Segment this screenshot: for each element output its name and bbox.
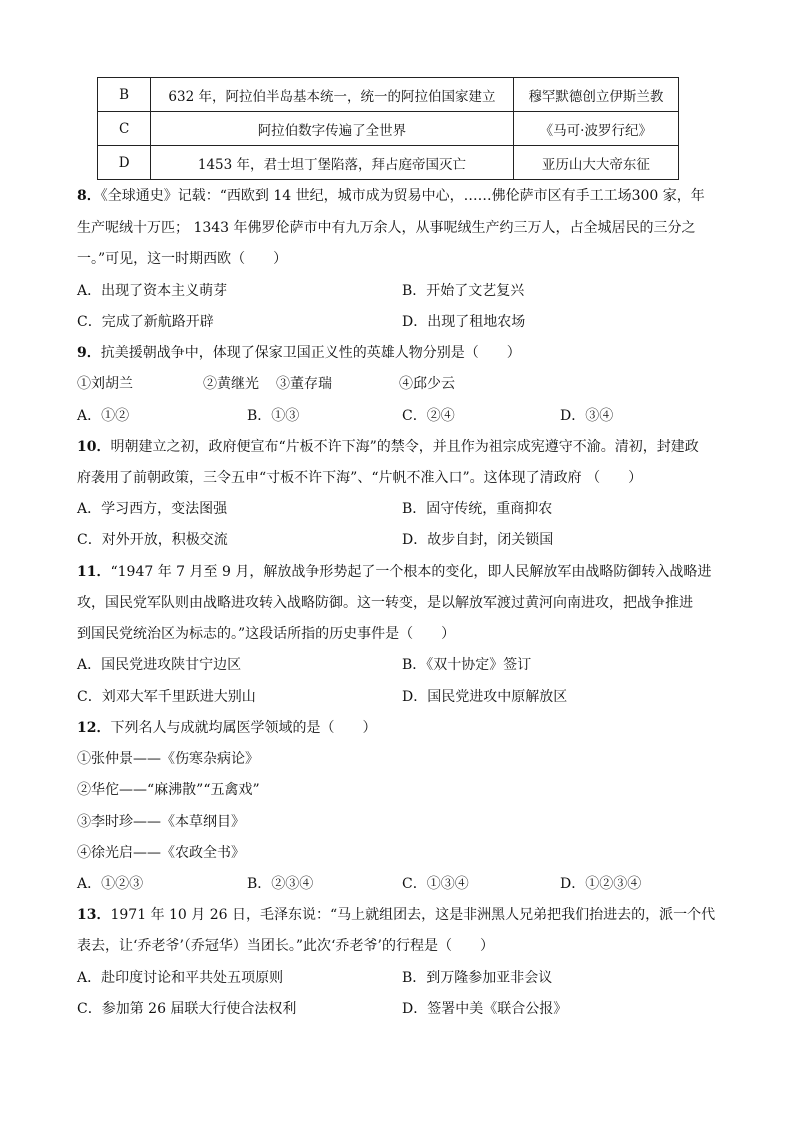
q10-line-1 [77, 437, 717, 457]
q9-option-b[interactable]: B．①③ [247, 408, 300, 424]
q11-option-d[interactable]: D．国民党进攻中原解放区 [402, 689, 568, 705]
q12-line-1 [77, 718, 717, 738]
q9-option-a[interactable]: A．①② [77, 408, 130, 424]
table-row [98, 78, 679, 112]
q10-line-2: 府袭用了前朝政策，三令五申“寸板不许下海”、“片帆不准入口”。这体现了清政府 （ ） [77, 470, 643, 486]
q10-option-a[interactable]: A．学习西方，变法图强 [77, 501, 228, 517]
table-row [98, 112, 679, 146]
q8-line-2: 生产呢绒十万匹； 1343 年佛罗伦萨市中有九万余人，从事呢绒生产约三万人，占全城居民的三分之 [77, 220, 696, 236]
table-cell-letter: C [98, 112, 151, 146]
q9-line-1 [77, 343, 717, 363]
q13-line-2: 表去，让‘乔老爷’（乔冠华）当团长。”此次‘乔老爷’的行程是（ ） [77, 938, 494, 954]
q10-option-d[interactable]: D．故步自封，闭关锁国 [402, 532, 554, 548]
q13-option-c[interactable]: C．参加第 26 届联大行使合法权利 [77, 1001, 297, 1017]
table-cell-letter: B [98, 78, 151, 112]
q9-text: 抗美援朝战争中，体现了保家卫国正义性的英雄人物分别是（ ） [100, 345, 521, 361]
q12-item-4: ④徐光启——《农政全书》 [77, 845, 245, 861]
q9-item-1: ①刘胡兰 [77, 376, 133, 392]
q12-option-b[interactable]: B．②③④ [247, 876, 314, 892]
q10-option-b[interactable]: B．固守传统，重商抑农 [402, 501, 553, 517]
q8-line-3: 一。”可见，这一时期西欧（ ） [77, 251, 288, 267]
q11-line-3: 到国民党统治区为标志的。”这段话所指的历史事件是（ ） [77, 626, 456, 642]
q11-text: “1947 年 7 月至 9 月，解放战争形势起了一个根本的变化，即人民解放军由战略防御转入战略进 [110, 564, 712, 580]
q10-option-c[interactable]: C．对外开放，积极交流 [77, 532, 228, 548]
options-table [97, 77, 679, 180]
q12-option-c[interactable]: C．①③④ [402, 876, 469, 892]
q13-line-1 [77, 905, 717, 925]
q9-option-c[interactable]: C．②④ [402, 408, 455, 424]
q8-text: 《全球通史》记载：“西欧到 14 世纪，城市成为贸易中心，……佛伦萨市区有手工工场300 家，年 [100, 188, 705, 204]
table-cell-event: 1453 年，君士坦丁堡陷落，拜占庭帝国灭亡 [151, 146, 513, 180]
q12-item-2: ②华佗——“麻沸散”“五禽戏” [77, 782, 260, 798]
q11-line-2: 攻，国民党军队则由战略进攻转入战略防御。这一转变，是以解放军渡过黄河向南进攻，把战争推进 [77, 595, 693, 611]
q9-item-3: ③董存瑞 [276, 376, 332, 392]
q8-number: 8． [77, 188, 101, 204]
table-cell-note: 亚历山大大帝东征 [513, 146, 678, 180]
q12-item-3: ③李时珍——《本草纲目》 [77, 814, 245, 830]
q11-option-c[interactable]: C．刘邓大军千里跃进大别山 [77, 689, 256, 705]
q13-option-a[interactable]: A．赴印度讨论和平共处五项原则 [77, 970, 284, 986]
table-cell-note: 《马可·波罗行纪》 [513, 112, 678, 146]
table-cell-event: 阿拉伯数字传遍了全世界 [151, 112, 513, 146]
q12-option-a[interactable]: A．①②③ [77, 876, 144, 892]
q8-line-1 [77, 186, 717, 206]
table-cell-letter: D [98, 146, 151, 180]
q13-option-d[interactable]: D．签署中美《联合公报》 [402, 1001, 568, 1017]
q12-text: 下列名人与成就均属医学领域的是（ ） [110, 720, 377, 736]
q9-item-4: ④邱少云 [399, 376, 455, 392]
q8-option-a[interactable]: A．出现了资本主义萌芽 [77, 283, 228, 299]
q9-item-2: ②黄继光 [203, 376, 259, 392]
q9-number: 9． [77, 345, 101, 361]
table-cell-event: 632 年，阿拉伯半岛基本统一，统一的阿拉伯国家建立 [151, 78, 513, 112]
q11-option-a[interactable]: A．国民党进攻陕甘宁边区 [77, 657, 242, 673]
q11-number: 11． [77, 564, 111, 580]
table-row [98, 146, 679, 180]
q11-line-1 [77, 562, 717, 582]
q8-option-c[interactable]: C．完成了新航路开辟 [77, 314, 214, 330]
q13-text: 1971 年 10 月 26 日，毛泽东说：“马上就组团去，这是非洲黑人兄弟把我们抬进去的，派一个代 [110, 907, 716, 923]
q12-item-1: ①张仲景——《伤寒杂病论》 [77, 751, 259, 767]
q13-option-b[interactable]: B．到万隆参加亚非会议 [402, 970, 553, 986]
q12-number: 12． [77, 720, 111, 736]
q9-option-d[interactable]: D．③④ [560, 408, 614, 424]
q11-option-b[interactable]: B．《双十协定》签订 [402, 657, 532, 673]
table-cell-note: 穆罕默德创立伊斯兰教 [513, 78, 678, 112]
q12-option-d[interactable]: D．①②③④ [560, 876, 642, 892]
q10-text: 明朝建立之初，政府便宣布“片板不许下海”的禁令，并且作为祖宗成宪遵守不渝。清初，封建政 [110, 439, 699, 455]
q13-number: 13． [77, 907, 111, 923]
q10-number: 10． [77, 439, 111, 455]
q8-option-d[interactable]: D．出现了租地农场 [402, 314, 526, 330]
q8-option-b[interactable]: B．开始了文艺复兴 [402, 283, 525, 299]
